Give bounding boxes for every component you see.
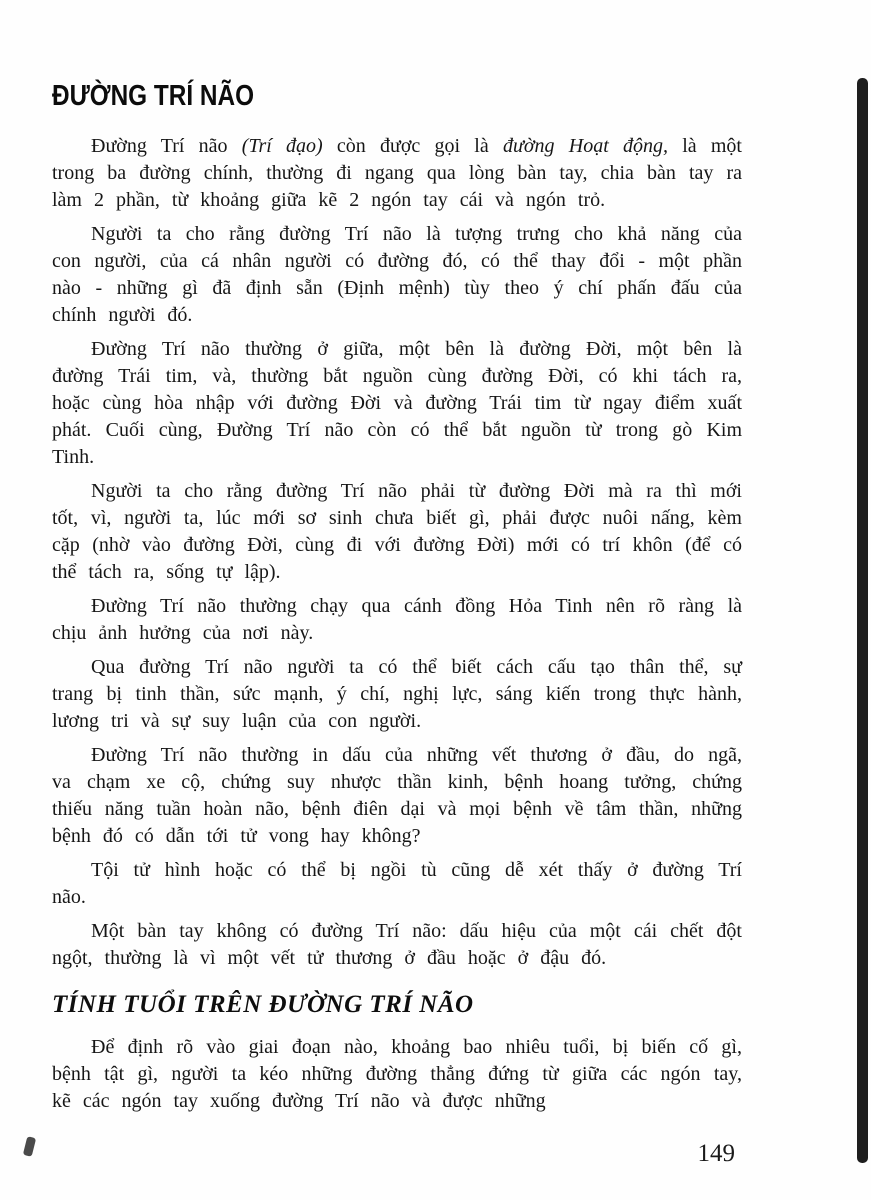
paragraph <box>52 918 742 972</box>
body-paragraphs-bottom <box>52 1034 742 1115</box>
body-paragraphs-top <box>52 133 742 972</box>
paragraph <box>52 336 742 471</box>
scan-artifact-bar <box>857 78 868 1163</box>
body-text: Người ta cho rằng đường Trí não phải từ đường Đời mà ra thì mới tốt, vì, người ta, lúc mới sơ sinh chưa biết gì, phải được nuôi nấng, kèm cặp (nhờ vào đường Đời, cùng đi với đường Đời) mới có trí khôn (để có thể tách ra, sống tự lập). <box>52 480 742 583</box>
body-text: còn được gọi là <box>322 135 503 157</box>
page-number: 149 <box>697 1140 735 1167</box>
paragraph <box>52 221 742 329</box>
section-heading: TÍNH TUỔI TRÊN ĐƯỜNG TRÍ NÃO <box>52 991 474 1018</box>
body-text: Để định rõ vào giai đoạn nào, khoảng bao nhiêu tuổi, bị biến cố gì, bệnh tật gì, người ta kéo những đường thẳng đứng từ giữa các ngón tay, kẽ các ngón tay xuống đường Trí não và được những <box>52 1036 742 1112</box>
paragraph <box>52 133 742 214</box>
body-text: Đường Trí não thường in dấu của những vết thương ở đầu, do ngã, va chạm xe cộ, chứng suy nhược thần kinh, bệnh hoang tưởng, chứng thiếu năng tuần hoàn não, bệnh điên dại và mọi bệnh về tâm thần, những bệnh đó có dẫn tới tử vong hay không? <box>52 744 742 847</box>
body-text: là một trong ba đường chính, thường đi ngang qua lòng bàn tay, chia bàn tay ra làm 2 phần, từ khoảng giữa kẽ 2 ngón tay cái và ngón trỏ. <box>52 135 742 211</box>
body-text: Tội tử hình hoặc có thể bị ngồi tù cũng dễ xét thấy ở đường Trí não. <box>52 859 742 908</box>
paragraph <box>52 654 742 735</box>
scan-artifact-mark <box>23 1136 36 1157</box>
paragraph <box>52 1034 742 1115</box>
body-text: Đường Trí não <box>91 135 242 157</box>
italic-text: (Trí đạo) <box>241 135 323 157</box>
body-text: Qua đường Trí não người ta có thể biết cách cấu tạo thân thể, sự trang bị tinh thần, sức mạnh, ý chí, nghị lực, sáng kiến trong thực hành, lương tri và sự suy luận của con người. <box>52 656 742 732</box>
paragraph <box>52 742 742 850</box>
paragraph <box>52 478 742 586</box>
paragraph <box>52 857 742 911</box>
body-text: Đường Trí não thường ở giữa, một bên là đường Đời, một bên là đường Trái tim, và, thường bắt nguồn cùng đường Đời, có khi tách ra, hoặc cùng hòa nhập với đường Đời và đường Trái tim từ ngay điểm xuất phát. Cuối cùng, Đường Trí não còn có thể bắt nguồn từ trong gò Kim Tinh. <box>52 338 742 468</box>
body-text: Đường Trí não thường chạy qua cánh đồng Hỏa Tinh nên rõ ràng là chịu ảnh hưởng của nơi này. <box>52 595 742 644</box>
body-text: Một bàn tay không có đường Trí não: dấu hiệu của một cái chết đột ngột, thường là vì một vết tử thương ở đầu hoặc ở đậu đó. <box>52 920 742 969</box>
page-title: ĐƯỜNG TRÍ NÃO <box>52 80 255 112</box>
body-text: Người ta cho rằng đường Trí não là tượng trưng cho khả năng của con người, của cá nhân người có đường đó, có thể thay đổi - một phần nào - những gì đã định sẵn (Định mệnh) tùy theo ý chí phấn đấu của chính người đó. <box>52 223 742 326</box>
italic-text: đường Hoạt động, <box>502 135 668 157</box>
paragraph <box>52 593 742 647</box>
page-content <box>52 81 742 1122</box>
